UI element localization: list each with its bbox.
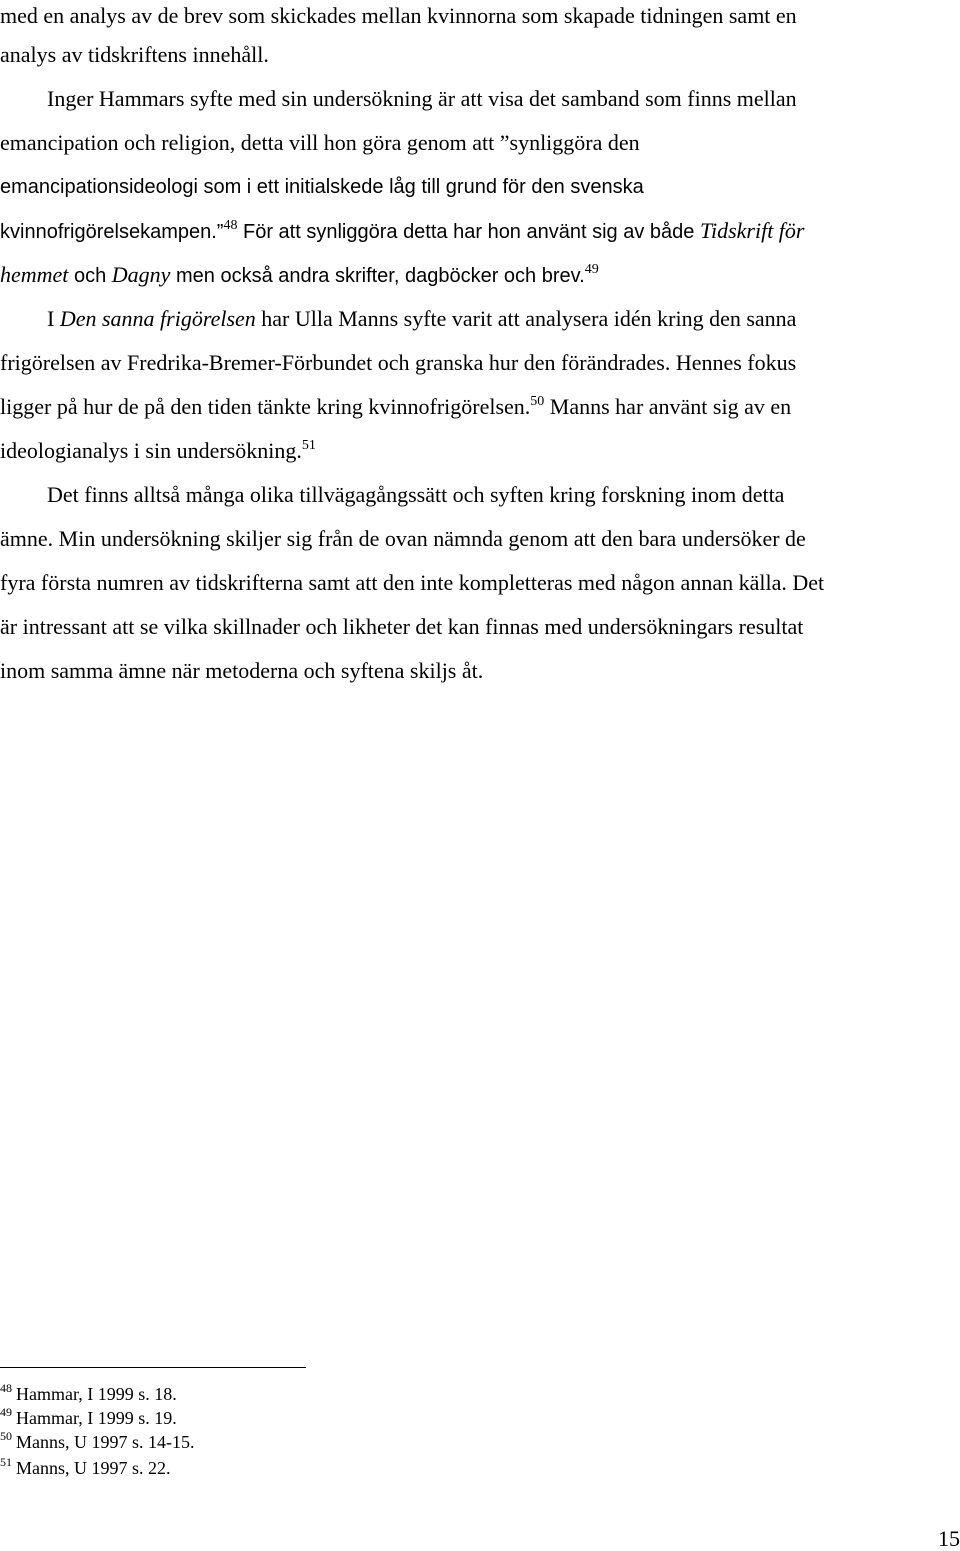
journal-title: Dagny [111, 262, 171, 287]
footnote-number: 49 [0, 1405, 12, 1419]
footnote-number: 50 [0, 1429, 12, 1443]
body-line [0, 392, 791, 422]
footnote-ref[interactable]: 50 [530, 394, 545, 409]
journal-title: hemmet [0, 262, 69, 287]
body-line: emancipation och religion, detta vill hon göra genom att ”synliggöra den [0, 130, 640, 155]
body-line [0, 260, 599, 291]
body-line: är intressant att se vilka skillnader och likheter det kan finnas med undersökningars resultat [0, 614, 804, 639]
journal-title: Tidskrift för [699, 218, 805, 243]
body-line [0, 216, 805, 247]
footnote-ref[interactable]: 48 [223, 218, 238, 233]
body-text: För att synliggöra detta har hon använt sig av både [237, 221, 700, 243]
footnote-text: Manns, U 1997 s. 14-15. [16, 1432, 195, 1452]
footnote-text: Hammar, I 1999 s. 19. [16, 1408, 177, 1428]
paragraph-hammar-start: Inger Hammars syfte med sin undersökning är att visa det samband som finns mellan [47, 86, 797, 111]
body-line: fyra första numren av tidskrifterna samt att den inte kompletteras med någon annan källa. Det [0, 570, 825, 595]
body-line: analys av tidskriftens innehåll. [0, 42, 269, 67]
body-text: har Ulla Manns syfte varit att analysera idén kring den sanna [255, 306, 797, 331]
body-line [0, 436, 316, 466]
footnote-text: Hammar, I 1999 s. 18. [16, 1384, 177, 1404]
body-text: I [47, 306, 60, 331]
body-text: ligger på hur de på den tiden tänkte kring kvinnofrigörelsen. [0, 394, 531, 419]
body-line: med en analys av de brev som skickades mellan kvinnorna som skapade tidningen samt en [0, 3, 797, 28]
body-line: inom samma ämne när metoderna och syftena skiljs åt. [0, 658, 484, 683]
footnote [0, 1457, 171, 1479]
footnote-ref[interactable]: 51 [301, 438, 316, 453]
footnote-separator [0, 1367, 306, 1368]
body-line: ämne. Min undersökning skiljer sig från de ovan nämnda genom att den bara undersöker de [0, 526, 806, 551]
body-text: Manns har använt sig av en [544, 394, 792, 419]
page-number: 15 [938, 1526, 960, 1551]
footnote-number: 48 [0, 1381, 12, 1395]
quoted-text: kvinnofrigörelsekampen.” [0, 221, 224, 243]
footnote [0, 1407, 177, 1429]
footnote [0, 1383, 177, 1405]
quoted-line: emancipationsideologi som i ett initialskede låg till grund för den svenska [0, 176, 644, 198]
paragraph-summary-start: Det finns alltså många olika tillvägagångssätt och syften kring forskning inom detta [47, 482, 785, 507]
body-text: ideologianalys i sin undersökning. [0, 438, 302, 463]
footnote-text: Manns, U 1997 s. 22. [16, 1458, 171, 1478]
footnote-number: 51 [0, 1455, 12, 1469]
book-title: Den sanna frigörelsen [59, 306, 256, 331]
body-text: och [68, 265, 112, 287]
body-text: men också andra skrifter, dagböcker och brev. [170, 265, 585, 287]
paragraph-manns-start [47, 304, 796, 334]
footnote-ref[interactable]: 49 [584, 262, 599, 277]
body-line: frigörelsen av Fredrika-Bremer-Förbundet och granska hur den förändrades. Hennes fokus [0, 350, 797, 375]
footnote [0, 1431, 195, 1453]
